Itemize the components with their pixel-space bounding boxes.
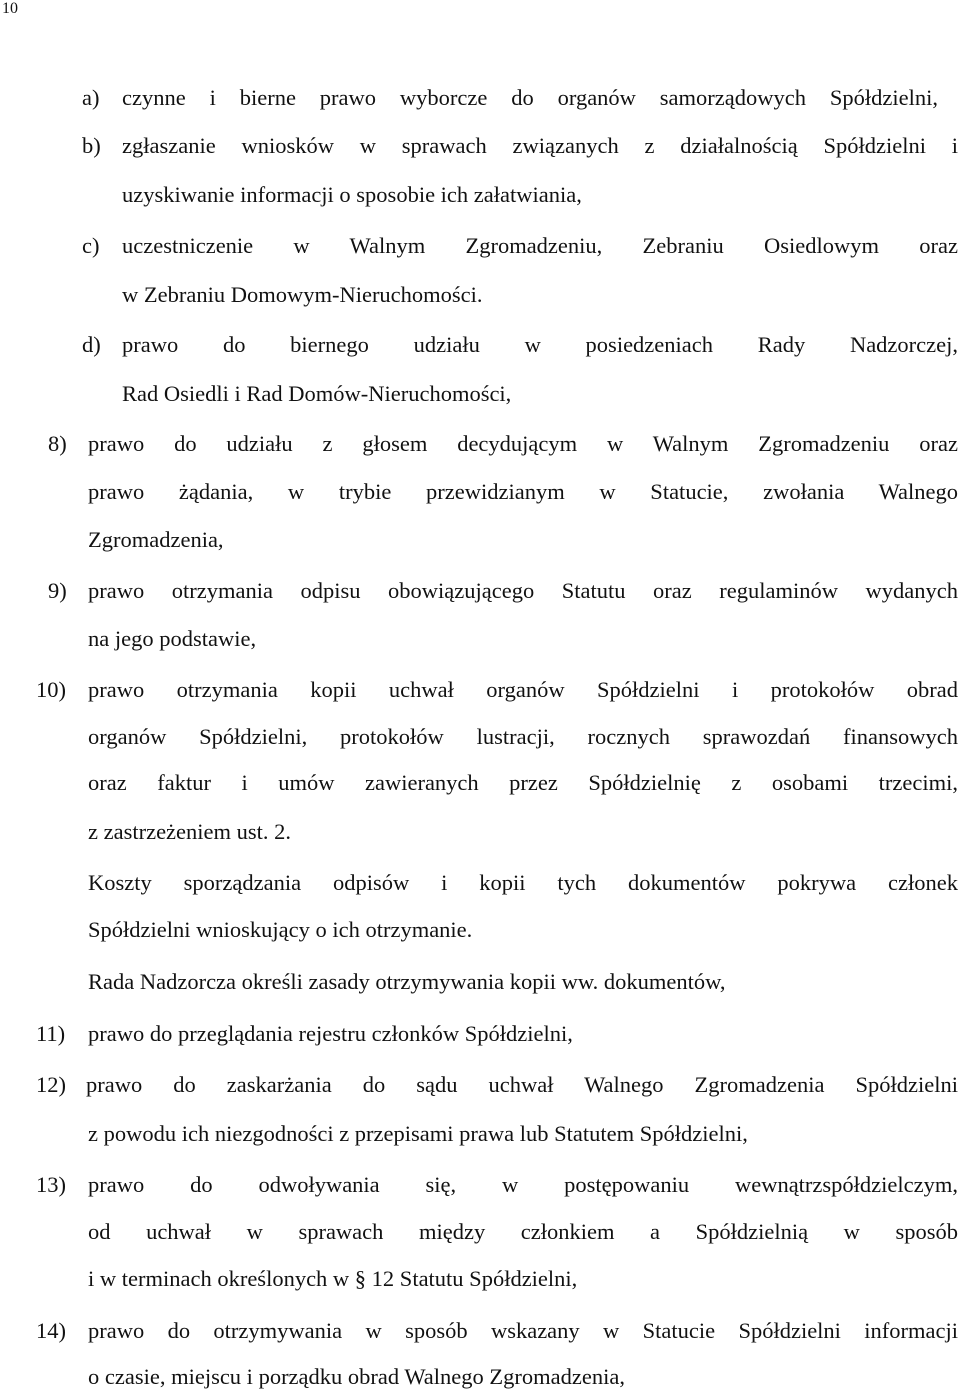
list-item-text: prawo do udziału z głosem decydującym w Walnym Zgromadzeniu oraz <box>88 431 958 456</box>
list-marker: 9) <box>48 578 67 603</box>
list-item-text: i w terminach określonych w § 12 Statutu Spółdzielni, <box>88 1266 578 1291</box>
list-item-text: na jego podstawie, <box>88 626 257 651</box>
page-number: 10 <box>2 0 18 17</box>
list-item-text: organów Spółdzielni, protokołów lustracji, rocznych sprawozdań finansowych <box>88 724 958 749</box>
list-item-text: z zastrzeżeniem ust. 2. <box>88 819 292 844</box>
list-item-text: prawo do przeglądania rejestru członków Spółdzielni, <box>88 1021 573 1046</box>
list-item-text: Zgromadzenia, <box>88 527 224 552</box>
list-marker: d) <box>82 332 101 357</box>
list-marker: 14) <box>36 1318 66 1343</box>
list-item-text: prawo do odwoływania się, w postępowaniu wewnątrzspółdzielczym, <box>88 1172 958 1197</box>
list-marker: 8) <box>48 431 67 456</box>
paragraph-line: Koszty sporządzania odpisów i kopii tych dokumentów pokrywa członek <box>88 870 958 895</box>
list-item-text: prawo żądania, w trybie przewidzianym w Statucie, zwołania Walnego <box>88 479 958 504</box>
list-item-text: prawo otrzymania kopii uchwał organów Spółdzielni i protokołów obrad <box>88 677 958 702</box>
list-item-text: zgłaszanie wniosków w sprawach związanych z działalnością Spółdzielni i <box>122 133 958 158</box>
list-item-text: oraz faktur i umów zawieranych przez Spółdzielnię z osobami trzecimi, <box>88 770 958 795</box>
list-marker: c) <box>82 233 100 258</box>
list-item-text: z powodu ich niezgodności z przepisami prawa lub Statutem Spółdzielni, <box>88 1121 748 1146</box>
list-item-text: czynne i bierne prawo wyborcze do organów samorządowych Spółdzielni, <box>122 85 938 110</box>
list-item-text: prawo otrzymania odpisu obowiązującego Statutu oraz regulaminów wydanych <box>88 578 958 603</box>
list-marker: b) <box>82 133 101 158</box>
list-marker: 13) <box>36 1172 66 1197</box>
paragraph-line: Rada Nadzorcza określi zasady otrzymywania kopii ww. dokumentów, <box>88 969 726 994</box>
list-item-text: od uchwał w sprawach między członkiem a Spółdzielnią w sposób <box>88 1219 958 1244</box>
list-item-text: prawo do zaskarżania do sądu uchwał Walnego Zgromadzenia Spółdzielni <box>86 1072 958 1097</box>
list-item-text: prawo do biernego udziału w posiedzeniach Rady Nadzorczej, <box>122 332 958 357</box>
list-marker: 11) <box>36 1021 66 1046</box>
list-item-text: prawo do otrzymywania w sposób wskazany w Statucie Spółdzielni informacji <box>88 1318 958 1343</box>
list-item-text: o czasie, miejscu i porządku obrad Walnego Zgromadzenia, <box>88 1364 625 1389</box>
paragraph-line: Spółdzielni wnioskujący o ich otrzymanie. <box>88 917 473 942</box>
list-marker: a) <box>82 85 100 110</box>
list-marker: 12) <box>36 1072 66 1097</box>
list-item-text: w Zebraniu Domowym-Nieruchomości. <box>122 282 483 307</box>
list-item-text: uczestniczenie w Walnym Zgromadzeniu, Zebraniu Osiedlowym oraz <box>122 233 958 258</box>
list-item-text: uzyskiwanie informacji o sposobie ich załatwiania, <box>122 182 582 207</box>
list-marker: 10) <box>36 677 66 702</box>
list-item-text: Rad Osiedli i Rad Domów-Nieruchomości, <box>122 381 512 406</box>
